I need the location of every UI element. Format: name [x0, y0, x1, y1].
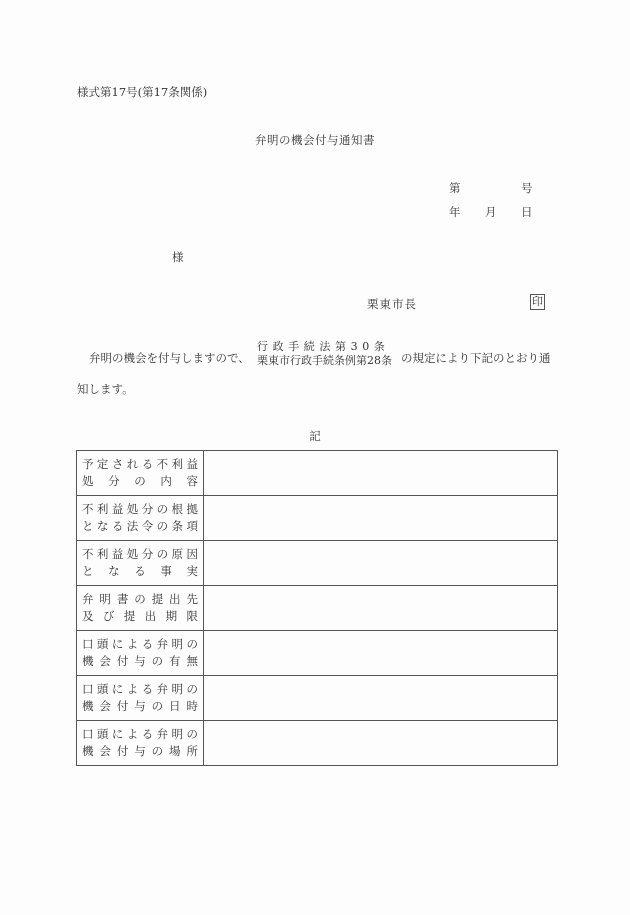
row-value[interactable]: [204, 451, 558, 496]
law-reference-stack: [257, 340, 392, 368]
month-label: 月: [485, 205, 497, 219]
body-lead: 弁明の機会を付与しますので、: [89, 351, 250, 365]
row-label-line1: 弁 明 書 の 提 出 先: [82, 592, 198, 606]
table-row: [77, 496, 558, 541]
row-label-line1: 口 頭 に よ る 弁 明 の: [82, 727, 198, 741]
row-label-line2: 及 び 提 出 期 限: [82, 609, 198, 623]
day-label: 日: [521, 205, 533, 219]
row-label-line1: 不 利 益 処 分 の 根 拠: [82, 502, 198, 516]
row-label-line1: 口 頭 に よ る 弁 明 の: [82, 637, 198, 651]
row-value[interactable]: [204, 676, 558, 721]
number-suffix: 号: [521, 181, 533, 195]
row-label: [77, 541, 204, 586]
table-row: [77, 631, 558, 676]
table-row: [77, 586, 558, 631]
table-row: [77, 721, 558, 766]
issuer-name: 栗東市長: [367, 297, 417, 311]
row-label-line2: 処 分 の 内 容: [82, 474, 198, 488]
law-reference-2: 栗東市行政手続条例第28条: [257, 354, 392, 367]
row-value[interactable]: [204, 721, 558, 766]
number-prefix: 第: [449, 181, 461, 195]
row-value[interactable]: [204, 586, 558, 631]
law-reference-1: 行政手続法第30条: [257, 340, 390, 353]
form-number: 様式第17号(第17条関係): [77, 85, 208, 99]
row-label-line2: 機 会 付 与 の 日 時: [82, 699, 198, 713]
row-label-line2: 機 会 付 与 の 有 無: [82, 654, 198, 668]
body-continuation: 知します。: [77, 382, 134, 396]
row-label: [77, 496, 204, 541]
row-label-line2: 機 会 付 与 の 場 所: [82, 744, 198, 758]
row-label: [77, 631, 204, 676]
year-label: 年: [449, 205, 461, 219]
row-label-line1: 不 利 益 処 分 の 原 因: [82, 547, 198, 561]
row-label: [77, 721, 204, 766]
row-label-line1: 予 定 さ れ る 不 利 益: [82, 457, 198, 471]
row-value[interactable]: [204, 631, 558, 676]
details-table: [76, 450, 558, 766]
row-label-line1: 口 頭 に よ る 弁 明 の: [82, 682, 198, 696]
seal-mark: 印: [532, 295, 543, 308]
row-label: [77, 451, 204, 496]
ki-heading: 記: [309, 429, 321, 443]
row-label-line2: と な る 法 令 の 条 項: [82, 519, 198, 533]
row-value[interactable]: [204, 541, 558, 586]
row-label: [77, 586, 204, 631]
table-row: [77, 451, 558, 496]
document-title: 弁明の機会付与通知書: [255, 133, 375, 147]
body-rest: の規定により下記のとおり通: [401, 351, 551, 365]
row-label-line2: と な る 事 実: [82, 564, 198, 578]
table-row: [77, 676, 558, 721]
row-label: [77, 676, 204, 721]
addressee-suffix: 様: [172, 250, 184, 264]
row-value[interactable]: [204, 496, 558, 541]
table-row: [77, 541, 558, 586]
